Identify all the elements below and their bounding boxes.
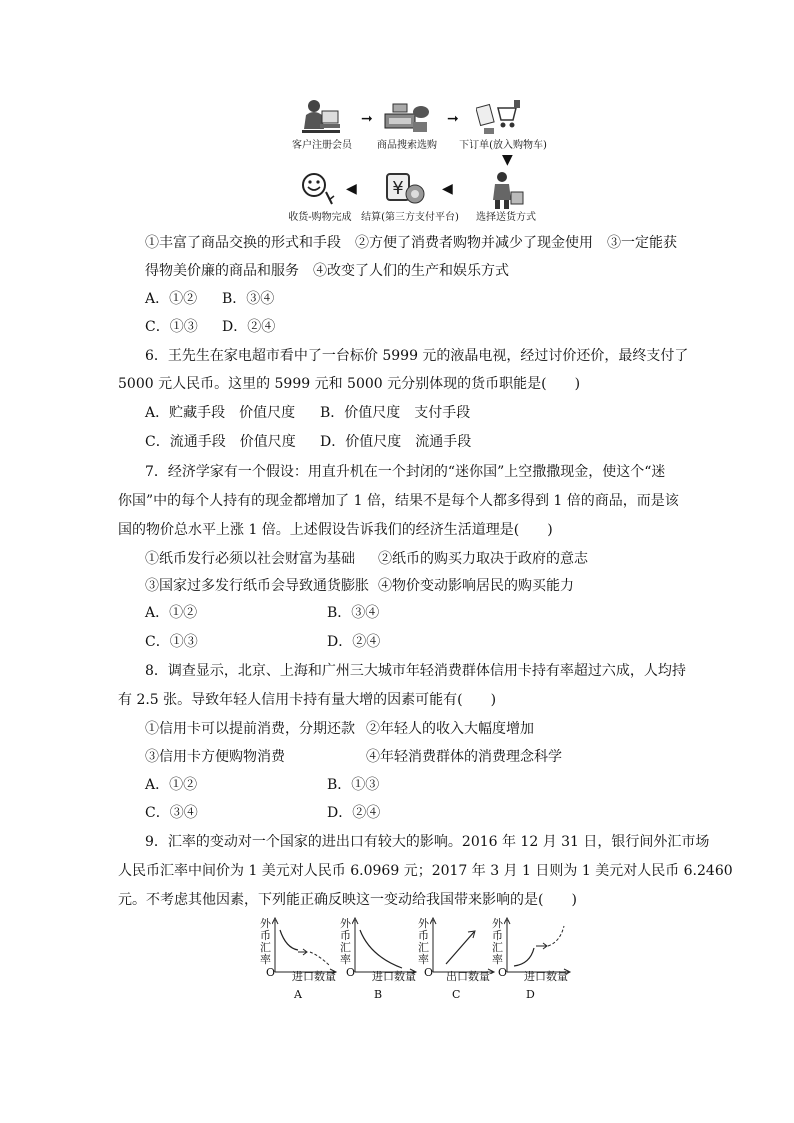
shopping-goods-icon <box>383 100 431 136</box>
q6-stem-line2: 5000 元人民币。这里的 5999 元和 5000 元分别体现的货币职能是( ) <box>118 376 581 392</box>
q7-stem-line1: 7．经济学家有一个假设：用直升机在一个封闭的“迷你国”上空撒撒现金，使这个“迷 <box>145 464 666 480</box>
right-arrow-icon: ➞ <box>361 111 373 127</box>
q7-stem-line3: 国的物价总水平上涨 1 倍。上述假设告诉我们的经济生活道理是( ) <box>118 522 553 538</box>
q6-stem-line1: 6．王先生在家电超市看中了一台标价 5999 元的液晶电视，经过讨价还价，最终支付了 <box>145 348 689 364</box>
graph-origin: O <box>498 966 508 979</box>
left-arrow-icon: ◀ <box>442 181 453 197</box>
q9-stem-line2: 人民币汇率中间价为 1 美元对人民币 6.0969 元；2017 年 3 月 1 日则为 1 美元对人民币 6.2460 <box>118 863 733 879</box>
q8-stem-line1: 8．调查显示，北京、上海和广州三大城市年轻消费群体信用卡持有率超过六成，人均持 <box>145 663 686 679</box>
q7-option-4: ④物价变动影响居民的购买能力 <box>378 578 574 594</box>
q9-stem-line1: 9．汇率的变动对一个国家的进出口有较大的影响。2016 年 12 月 31 日，银行间外汇市场 <box>145 834 710 850</box>
q7-choice-d: D．②④ <box>327 634 381 650</box>
smiley-face-icon <box>300 172 336 206</box>
graph-x-label: 进口数量 <box>292 970 336 983</box>
order-cart-icon <box>476 98 524 136</box>
q5-choice-a: A．①② <box>145 291 198 307</box>
graph-y-label: 外币汇率 <box>340 917 351 966</box>
yuan-payment-icon <box>383 172 425 208</box>
delivery-person-icon <box>490 170 524 210</box>
graph-letter: C <box>452 988 461 1001</box>
q8-stem-line2: 有 2.5 张。导致年轻人信用卡持有量大增的因素可能有( ) <box>118 692 497 708</box>
q8-choice-c: C．③④ <box>145 805 198 821</box>
graph-letter: B <box>374 988 383 1001</box>
q7-option-3: ③国家过多发行纸币会导致通货膨胀 <box>145 578 369 594</box>
exchange-rate-graph-b <box>338 916 418 1004</box>
graph-y-label: 外币汇率 <box>418 917 429 966</box>
q8-option-4: ④年轻消费群体的消费理念科学 <box>366 749 562 765</box>
q8-choice-d: D．②④ <box>327 805 381 821</box>
graph-origin: O <box>266 966 276 979</box>
graph-y-label: 外币汇率 <box>260 917 271 966</box>
q6-choice-a: A．贮藏手段 价值尺度 <box>145 405 296 421</box>
exchange-rate-graph-c <box>416 916 496 1004</box>
exchange-rate-graph-d <box>490 916 572 1004</box>
right-arrow-icon: ➞ <box>447 111 459 127</box>
graph-c-axes <box>430 916 496 974</box>
graph-x-label: 进口数量 <box>524 970 568 983</box>
q6-choice-b: B．价值尺度 支付手段 <box>320 405 471 421</box>
q5-options-line1: ①丰富了商品交换的形式和手段 ②方便了消费者购物并减少了现金使用 ③一定能获 <box>145 235 677 251</box>
q7-choice-a: A．①② <box>145 605 198 621</box>
q7-choice-b: B．③④ <box>327 605 380 621</box>
q7-option-2: ②纸币的购买力取决于政府的意志 <box>378 551 588 567</box>
flow-caption: 下订单(放入购物车) <box>459 140 547 151</box>
q9-stem-line3: 元。不考虑其他因素，下列能正确反映这一变动给我国带来影响的是( ) <box>118 892 577 908</box>
q8-option-1: ①信用卡可以提前消费，分期还款 <box>145 721 355 737</box>
graph-x-label: 出口数量 <box>446 970 490 983</box>
down-arrow-icon: ▼ <box>502 152 513 168</box>
q7-option-1: ①纸币发行必须以社会财富为基础 <box>145 551 355 567</box>
left-arrow-icon: ◀ <box>346 181 357 197</box>
flow-caption: 选择送货方式 <box>476 212 536 223</box>
q5-options-line2: 得物美价廉的商品和服务 ④改变了人们的生产和娱乐方式 <box>145 263 509 279</box>
graph-origin: O <box>346 966 356 979</box>
q7-stem-line2: 你国”中的每个人持有的现金都增加了 1 倍，结果不是每个人都多得到 1 倍的商品，而是该 <box>118 493 679 509</box>
q8-option-2: ②年轻人的收入大幅度增加 <box>366 721 534 737</box>
flow-caption: 商品搜索选购 <box>377 140 437 151</box>
q8-choice-a: A．①② <box>145 777 198 793</box>
q6-choice-d: D．价值尺度 流通手段 <box>320 434 472 450</box>
q5-choice-c: C．①③ <box>145 319 198 335</box>
q5-choice-b: B．③④ <box>222 291 275 307</box>
graph-letter: A <box>294 988 302 1001</box>
graph-origin: O <box>424 966 434 979</box>
graph-a-axes <box>272 916 338 974</box>
q5-choice-d: D．②④ <box>222 319 276 335</box>
graph-letter: D <box>526 988 535 1001</box>
user-at-computer-icon <box>300 97 342 137</box>
q6-choice-c: C．流通手段 价值尺度 <box>145 434 296 450</box>
svg-text:¥: ¥ <box>392 178 404 199</box>
q8-choice-b: B．①③ <box>327 777 380 793</box>
flow-caption: 结算(第三方支付平台) <box>361 212 459 223</box>
flow-caption: 客户注册会员 <box>292 140 352 151</box>
graph-y-label: 外币汇率 <box>492 917 503 966</box>
q8-option-3: ③信用卡方便购物消费 <box>145 749 285 765</box>
graph-d-axes <box>504 916 572 974</box>
exchange-rate-graph-a <box>258 916 338 1004</box>
flow-caption: 收货-购物完成 <box>288 212 352 223</box>
graph-b-axes <box>352 916 418 974</box>
q7-choice-c: C．①③ <box>145 634 198 650</box>
graph-x-label: 进口数量 <box>372 970 416 983</box>
